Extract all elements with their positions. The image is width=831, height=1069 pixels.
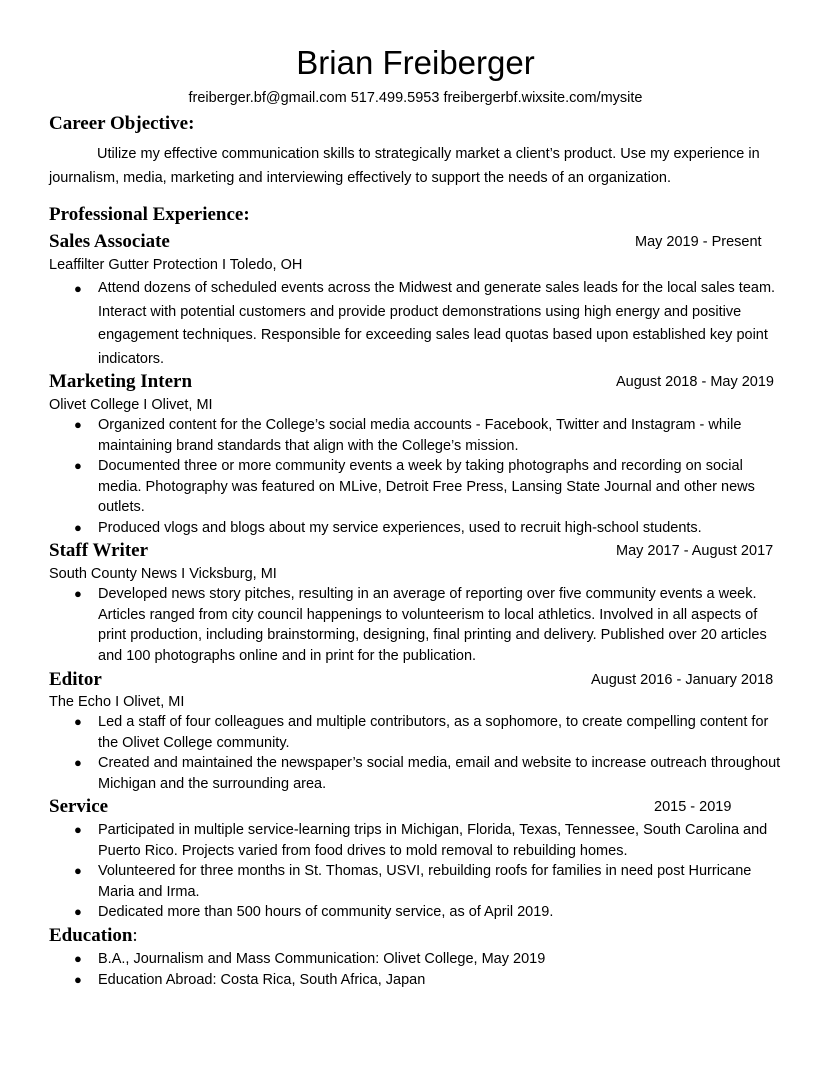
job-bullets-sales-associate <box>49 277 784 371</box>
bullet-icon: ● <box>74 755 82 770</box>
education-heading <box>49 925 138 947</box>
bullet-text: Participated in multiple service-learning trips in Michigan, Florida, Texas, Tennessee, South Carolina and Puerto Rico. Projects varied from food drives to mold removal to rebuilding homes. <box>98 822 768 859</box>
education-heading-text: Education <box>49 925 133 946</box>
list-item <box>49 970 784 991</box>
career-objective-heading: Career Objective: <box>49 113 195 134</box>
job-title: Editor <box>49 669 102 690</box>
career-objective-text: Utilize my effective communication skills to strategically market a client’s product. Use my experience in journalism, media, marketing and interviewing effectively to support the needs of an organization. <box>49 146 760 186</box>
list-item <box>49 415 784 456</box>
list-item <box>49 949 784 970</box>
bullet-text: Developed news story pitches, resulting in an average of reporting over five community events a week. Articles ranged from city council happenings to volunteerism to local athletics. Involved in all aspects of print production, including brainstorming, designing, final printing and delivery. Published over 20 articles and 100 photographs online and in print for the publication. <box>98 586 767 664</box>
candidate-name: Brian Freiberger <box>296 44 535 81</box>
job-header-marketing-intern <box>49 371 778 395</box>
job-bullets-marketing-intern <box>49 415 784 538</box>
job-dates: May 2017 - August 2017 <box>616 543 774 559</box>
bullet-icon: ● <box>74 714 82 729</box>
list-item <box>49 753 784 794</box>
job-organization: Olivet College I Olivet, MI <box>49 397 213 413</box>
bullet-text: Documented three or more community events a week by taking photographs and recording on social media. Photography was featured on MLive, Detroit Free Press, Lansing State Journal and other news outlets. <box>98 458 755 515</box>
bullet-icon: ● <box>74 822 82 837</box>
list-item <box>49 820 784 861</box>
bullet-icon: ● <box>74 519 82 535</box>
bullet-text: B.A., Journalism and Mass Communication: Olivet College, May 2019 <box>98 951 546 967</box>
bullet-text: Organized content for the College’s social media accounts - Facebook, Twitter and Instagram - while maintaining brand standards that align with the College’s mission. <box>98 417 742 454</box>
job-header-service <box>49 796 778 820</box>
job-dates: May 2019 - Present <box>635 234 762 250</box>
bullet-text: Attend dozens of scheduled events across the Midwest and generate sales leads for the local sales team. Interact with potential customers and provide product demonstrations using high energy and positive engagement techniques. Responsible for exceeding sales lead quotas based upon established key point indicators. <box>98 280 776 367</box>
education-bullets <box>49 949 784 990</box>
job-header-staff-writer <box>49 540 778 564</box>
job-header-sales-associate <box>49 231 778 255</box>
bullet-text: Led a staff of four colleagues and multiple contributors, as a sophomore, to create compelling content for the Olivet College community. <box>98 714 769 751</box>
job-title: Staff Writer <box>49 540 149 561</box>
job-bullets-service <box>49 820 784 923</box>
education-heading-colon: : <box>132 925 138 946</box>
job-organization: The Echo I Olivet, MI <box>49 694 185 710</box>
job-bullets-staff-writer <box>49 584 784 666</box>
list-item <box>49 277 784 371</box>
list-item <box>49 584 784 666</box>
list-item <box>49 861 784 902</box>
bullet-text: Created and maintained the newspaper’s social media, email and website to increase outreach throughout Michigan and the surrounding area. <box>98 755 781 792</box>
job-title: Service <box>49 796 109 817</box>
bullet-icon: ● <box>74 458 82 473</box>
list-item <box>49 518 784 539</box>
job-dates: August 2018 - May 2019 <box>616 374 774 390</box>
job-bullets-editor <box>49 712 784 794</box>
list-item <box>49 902 784 923</box>
bullet-icon: ● <box>74 863 82 878</box>
bullet-icon: ● <box>74 586 82 601</box>
bullet-icon: ● <box>74 417 82 432</box>
bullet-icon: ● <box>74 904 82 919</box>
list-item <box>49 456 784 518</box>
job-dates: 2015 - 2019 <box>654 799 732 815</box>
job-header-editor <box>49 669 778 693</box>
bullet-text: Produced vlogs and blogs about my service experiences, used to recruit high-school students. <box>98 519 702 536</box>
bullet-icon: ● <box>74 951 82 966</box>
job-organization: Leaffilter Gutter Protection I Toledo, OH <box>49 257 303 273</box>
bullet-icon: ● <box>74 281 82 296</box>
bullet-text: Dedicated more than 500 hours of community service, as of April 2019. <box>98 904 554 920</box>
bullet-text: Education Abroad: Costa Rica, South Africa, Japan <box>98 971 426 988</box>
job-title: Sales Associate <box>49 231 170 252</box>
job-dates: August 2016 - January 2018 <box>591 672 774 688</box>
bullet-icon: ● <box>74 971 82 987</box>
professional-experience-heading: Professional Experience: <box>49 204 250 225</box>
contact-line: freiberger.bf@gmail.com 517.499.5953 freibergerbf.wixsite.com/mysite <box>188 90 643 106</box>
job-organization: South County News I Vicksburg, MI <box>49 566 277 582</box>
bullet-text: Volunteered for three months in St. Thomas, USVI, rebuilding roofs for families in need post Hurricane Maria and Irma. <box>98 863 752 900</box>
job-title: Marketing Intern <box>49 371 193 392</box>
list-item <box>49 712 784 753</box>
